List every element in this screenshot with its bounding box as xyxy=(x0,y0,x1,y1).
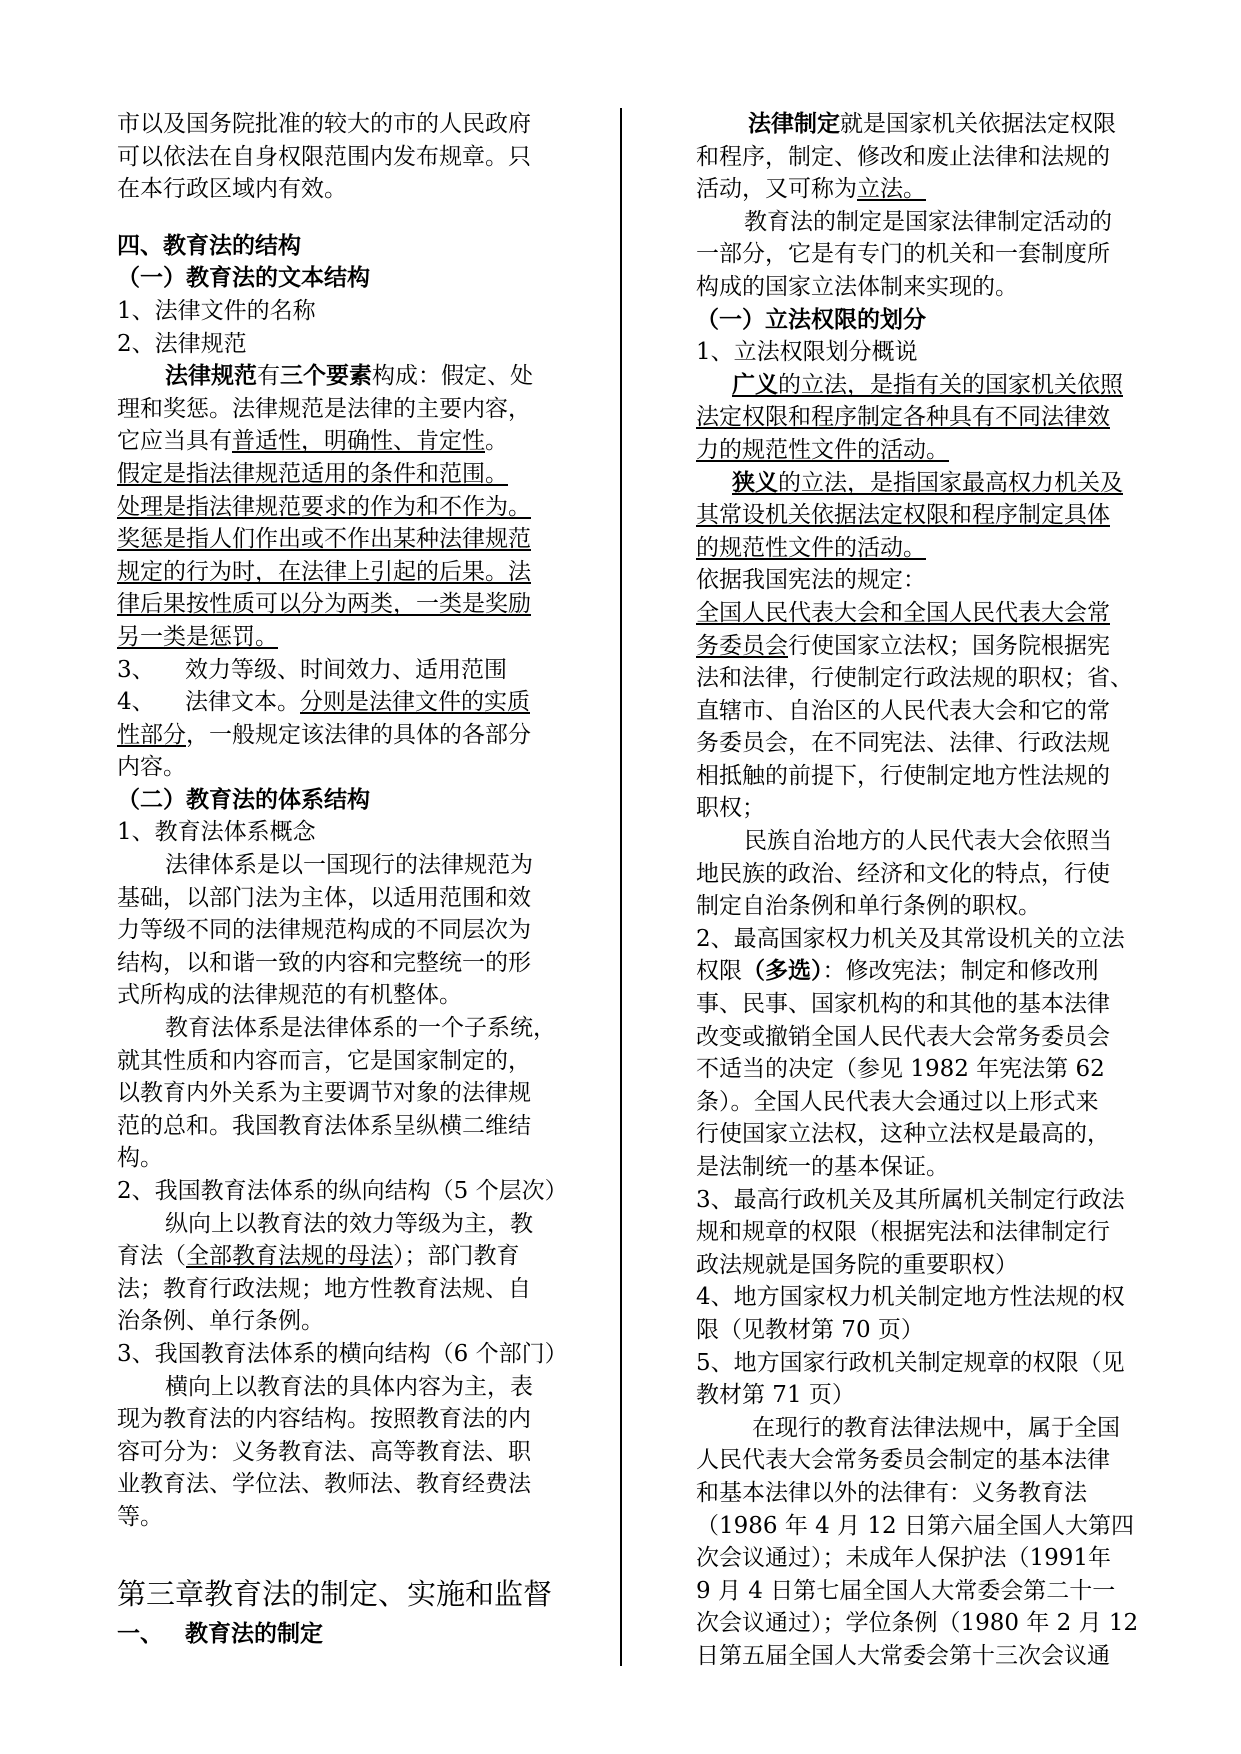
paragraph-line: 纵向上以教育法的效力等级为主，教 xyxy=(165,1210,533,1237)
subsection-heading: （二）教育法的体系结构 xyxy=(117,786,370,813)
paragraph-line: 和程序，制定、修改和废止法律和法规的 xyxy=(696,143,1110,170)
paragraph-line: （1986 年 4 月 12 日第六届全国人大第四 xyxy=(696,1512,1134,1539)
paragraph-line: 人民代表大会常务委员会制定的基本法律 xyxy=(696,1447,1110,1474)
paragraph-line: 结构，以和谐一致的内容和完整统一的形 xyxy=(117,949,531,976)
paragraph-line: 法律制定就是国家机关依据法定权限 xyxy=(748,111,1116,137)
paragraph-line: 奖惩是指人们作出或不作出某种法律规范 xyxy=(117,526,531,553)
paragraph-line: 治条例、单行条例。 xyxy=(117,1308,324,1335)
paragraph-line: 力的规范性文件的活动。 xyxy=(696,436,949,463)
paragraph-line: 构成的国家立法体制来实现的。 xyxy=(696,273,1018,300)
paragraph-line: 另一类是惩罚。 xyxy=(117,623,278,650)
paragraph-line: 就其性质和内容而言，它是国家制定的， xyxy=(117,1047,531,1074)
paragraph-line: 律后果按性质可以分为两类，一类是奖励 xyxy=(117,591,531,618)
paragraph-line: 限（见教材第 70 页） xyxy=(696,1316,924,1343)
paragraph-line: 以教育内外关系为主要调节对象的法律规 xyxy=(117,1080,531,1107)
paragraph-line: 式所构成的法律规范的有机整体。 xyxy=(117,982,462,1009)
paragraph-line: 直辖市、自治区的人民代表大会和它的常 xyxy=(696,697,1110,724)
paragraph-line: 内容。 xyxy=(117,754,186,781)
list-item: 4、地方国家权力机关制定地方性法规的权 xyxy=(696,1284,1125,1311)
paragraph-line: 范的总和。我国教育法体系呈纵横二维结 xyxy=(117,1112,531,1139)
paragraph-line: 行使国家立法权，这种立法权是最高的， xyxy=(696,1121,1110,1148)
paragraph-line: 横向上以教育法的具体内容为主，表 xyxy=(165,1373,533,1400)
paragraph-line: 现为教育法的内容结构。按照教育法的内 xyxy=(117,1406,531,1433)
paragraph-line: 相抵触的前提下，行使制定地方性法规的 xyxy=(696,762,1110,789)
subsection-heading: （一）教育法的文本结构 xyxy=(117,265,370,292)
paragraph-line: 民族自治地方的人民代表大会依照当 xyxy=(744,828,1112,855)
list-item: 1、法律文件的名称 xyxy=(117,297,316,324)
paragraph-line: 事、民事、国家机构的和其他的基本法律 xyxy=(696,991,1110,1018)
paragraph-line: 政法规就是国务院的重要职权） xyxy=(696,1251,1018,1278)
list-item: 2、我国教育法体系的纵向结构（5 个层次） xyxy=(117,1178,568,1204)
paragraph-line: 法律体系是以一国现行的法律规范为 xyxy=(165,852,533,879)
paragraph-line: 其常设机关依据法定权限和程序制定具体 xyxy=(696,502,1110,529)
paragraph-line: 力等级不同的法律规范构成的不同层次为 xyxy=(117,917,531,944)
paragraph-line: 条）。全国人民代表大会通过以上形式来 xyxy=(696,1088,1099,1115)
paragraph-line: 容可分为：义务教育法、高等教育法、职 xyxy=(117,1438,531,1465)
paragraph-line: 是法制统一的基本保证。 xyxy=(696,1154,949,1180)
paragraph-line: 地民族的政治、经济和文化的特点，行使 xyxy=(696,860,1110,887)
paragraph-line: 性部分，一般规定该法律的具体的各部分 xyxy=(117,721,531,748)
paragraph-line: 次会议通过）；未成年人保护法（1991年 xyxy=(696,1545,1112,1572)
list-item: 4、 法律文本。分则是法律文件的实质 xyxy=(117,689,530,716)
paragraph-line: 一部分，它是有专门的机关和一套制度所 xyxy=(696,241,1110,268)
paragraph-line: 业教育法、学位法、教师法、教育经费法 xyxy=(117,1471,531,1498)
paragraph-line: 改变或撤销全国人民代表大会常务委员会 xyxy=(696,1023,1110,1050)
list-item: 1、立法权限划分概说 xyxy=(696,339,918,366)
paragraph-line: 全国人民代表大会和全国人民代表大会常 xyxy=(696,599,1110,626)
paragraph-line: 教育法的制定是国家法律制定活动的 xyxy=(744,208,1112,235)
paragraph-line: 法律规范有三个要素构成：假定、处 xyxy=(165,363,533,390)
paragraph-line: 不适当的决定（参见 1982 年宪法第 62 xyxy=(696,1056,1105,1083)
section-heading: 四、教育法的结构 xyxy=(117,232,301,259)
section-heading: 一、 教育法的制定 xyxy=(117,1620,323,1647)
paragraph-line: 依据我国宪法的规定： xyxy=(696,567,926,594)
left-column xyxy=(117,108,577,1650)
text-line: 市以及国务院批准的较大的市的人民政府 xyxy=(117,111,531,137)
paragraph-line: 务委员会，在不同宪法、法律、行政法规 xyxy=(696,730,1110,757)
list-item: 5、地方国家行政机关制定规章的权限（见 xyxy=(696,1349,1125,1376)
paragraph-line: 权限（多选）：修改宪法；制定和修改刑 xyxy=(696,958,1099,985)
list-item: 2、最高国家权力机关及其常设机关的立法 xyxy=(696,925,1125,952)
list-item: 3、 效力等级、时间效力、适用范围 xyxy=(117,656,507,683)
paragraph-line: 处理是指法律规范要求的作为和不作为。 xyxy=(117,493,531,520)
paragraph-line: 和基本法律以外的法律有：义务教育法 xyxy=(696,1479,1087,1506)
chapter-title: 第三章教育法的制定、实施和监督 xyxy=(117,1576,553,1611)
paragraph-line: 制定自治条例和单行条例的职权。 xyxy=(696,893,1041,920)
right-column xyxy=(696,108,1158,1673)
paragraph-line: 教育法体系是法律体系的一个子系统， xyxy=(165,1015,556,1042)
paragraph-line: 的规范性文件的活动。 xyxy=(696,534,926,561)
paragraph-line: 法和法律，行使制定行政法规的职权；省、 xyxy=(696,665,1133,692)
paragraph-line: 9 月 4 日第七届全国人大常委会第二十一 xyxy=(696,1577,1116,1604)
list-item: 3、我国教育法体系的横向结构（6 个部门） xyxy=(117,1340,568,1367)
paragraph-line: 规和规章的权限（根据宪法和法律制定行 xyxy=(696,1219,1110,1246)
text-line: 可以依法在自身权限范围内发布规章。只 xyxy=(117,143,531,170)
paragraph-line: 它应当具有普适性，明确性、肯定性。 xyxy=(117,428,508,455)
list-item: 2、法律规范 xyxy=(117,330,247,357)
column-divider xyxy=(620,108,622,1666)
paragraph-line: 假定是指法律规范适用的条件和范围。 xyxy=(117,460,508,487)
paragraph-line: 理和奖惩。法律规范是法律的主要内容， xyxy=(117,395,531,422)
list-item: 1、教育法体系概念 xyxy=(117,819,316,846)
subsection-heading: （一）立法权限的划分 xyxy=(696,306,926,333)
paragraph-line: 活动，又可称为立法。 xyxy=(696,176,926,203)
paragraph-line: 法定权限和程序制定各种具有不同法律效 xyxy=(696,404,1110,431)
text-line: 在本行政区域内有效。 xyxy=(117,176,347,203)
list-item: 3、最高行政机关及其所属机关制定行政法 xyxy=(696,1186,1125,1213)
paragraph-line: 教材第 71 页） xyxy=(696,1382,855,1409)
paragraph-line: 构。 xyxy=(117,1145,163,1172)
paragraph-line: 狭义的立法，是指国家最高权力机关及 xyxy=(732,469,1123,496)
paragraph-line: 等。 xyxy=(117,1503,163,1530)
paragraph-line: 日第五届全国人大常委会第十三次会议通 xyxy=(696,1642,1110,1669)
paragraph-line: 在现行的教育法律法规中，属于全国 xyxy=(752,1414,1120,1441)
paragraph-line: 基础，以部门法为主体，以适用范围和效 xyxy=(117,884,531,911)
paragraph-line: 务委员会行使国家立法权；国务院根据宪 xyxy=(696,632,1110,659)
paragraph-line: 职权； xyxy=(696,795,765,822)
paragraph-line: 规定的行为时，在法律上引起的后果。法 xyxy=(117,558,531,585)
paragraph-line: 法；教育行政法规；地方性教育法规、自 xyxy=(117,1275,531,1302)
paragraph-line: 次会议通过）；学位条例（1980 年 2 月 12 xyxy=(696,1610,1139,1637)
paragraph-line: 广义的立法，是指有关的国家机关依照 xyxy=(732,371,1123,398)
paragraph-line: 育法（全部教育法规的母法）；部门教育 xyxy=(117,1243,520,1270)
